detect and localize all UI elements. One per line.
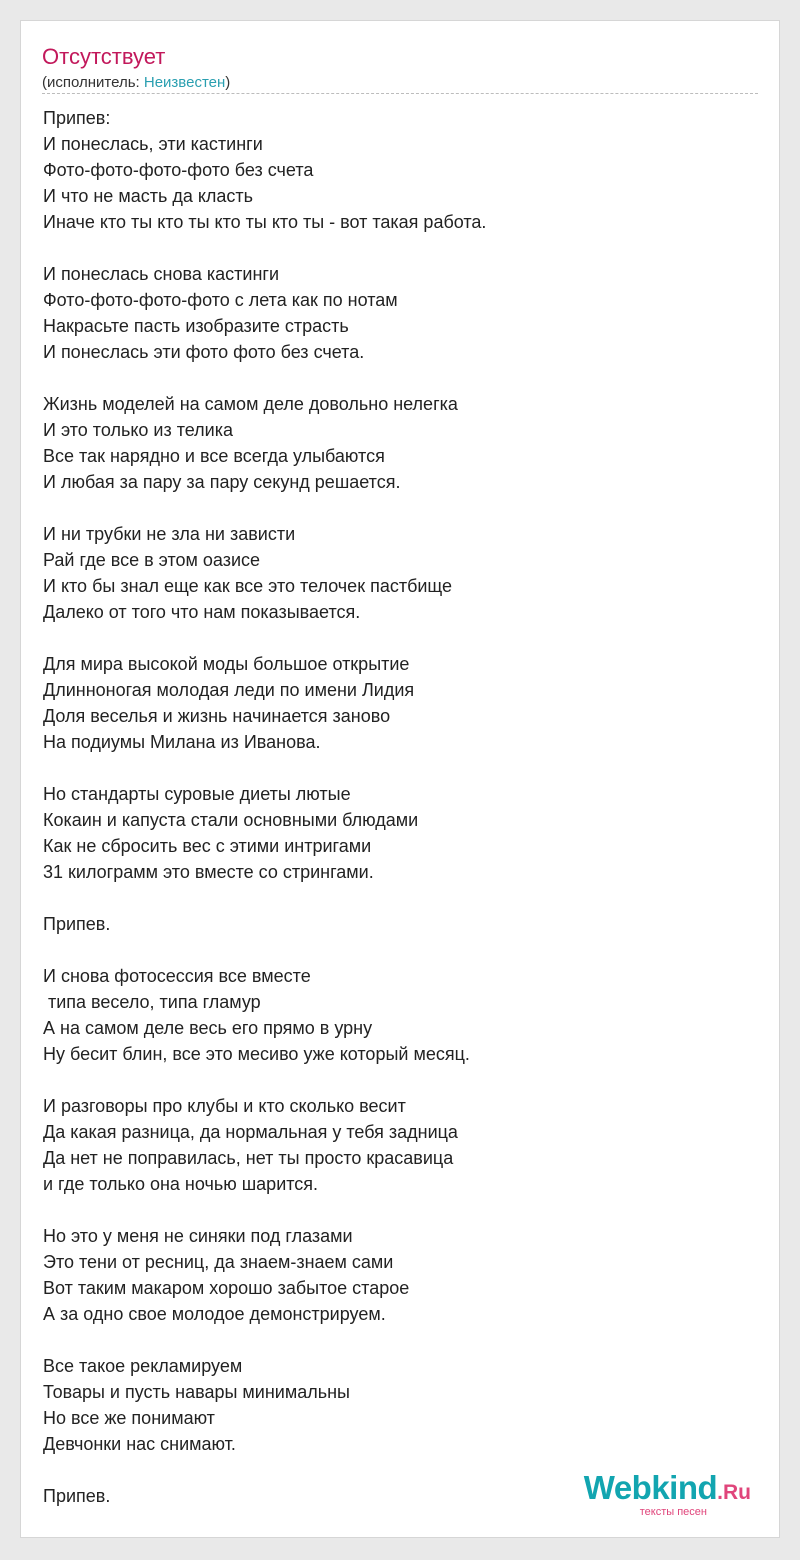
webkind-logo: [551, 1471, 751, 1517]
lyric-line: Но это у меня не синяки под глазами: [43, 1226, 353, 1246]
lyric-line: И любая за пару за пару секунд решается.: [43, 472, 401, 492]
lyric-line: Ну бесит блин, все это месиво уже который месяц.: [43, 1044, 470, 1064]
lyric-line: Доля веселья и жизнь начинается заново: [43, 706, 391, 726]
lyrics-card: [20, 20, 780, 1538]
lyric-line: Припев.: [43, 914, 111, 934]
lyric-line: Фото-фото-фото-фото без счета: [43, 160, 314, 180]
logo-brand: Webkind: [583, 1469, 718, 1506]
lyric-line: Иначе кто ты кто ты кто ты кто ты - вот такая работа.: [43, 212, 487, 232]
logo-wordmark: [551, 1471, 751, 1510]
lyric-line: и где только она ночью шарится.: [43, 1174, 319, 1194]
artist-prefix: (исполнитель:: [42, 74, 144, 91]
logo-tagline: тексты песен: [639, 1506, 707, 1518]
lyric-line: И ни трубки не зла ни зависти: [43, 524, 296, 544]
lyric-line: Накрасьте пасть изобразите страсть: [43, 316, 349, 336]
stanza-break: [43, 235, 743, 261]
lyric-line: А на самом деле весь его прямо в урну: [43, 1018, 373, 1038]
stanza-break: [43, 1327, 743, 1353]
lyric-line: Рай где все в этом оазисе: [43, 550, 261, 570]
title-divider: [42, 93, 758, 94]
lyric-line: Но все же понимают: [43, 1408, 215, 1428]
stanza-break: [43, 885, 743, 911]
artist-link[interactable]: Неизвестен: [143, 74, 226, 91]
lyric-line: 31 килограмм это вместе со стрингами.: [43, 862, 374, 882]
song-title: Отсутствует: [42, 44, 166, 69]
artist-suffix: ): [225, 74, 231, 91]
stanza-break: [43, 495, 743, 521]
lyric-line: Все такое рекламируем: [43, 1356, 243, 1376]
lyric-line: И снова фотосессия все вместе: [43, 966, 311, 986]
logo-tld: .Ru: [717, 1481, 751, 1504]
lyric-line: А за одно свое молодое демонстрируем.: [43, 1304, 386, 1324]
lyric-line: Девчонки нас снимают.: [43, 1434, 236, 1454]
stanza-break: [43, 365, 743, 391]
lyric-line: Для мира высокой моды большое открытие: [43, 654, 410, 674]
lyric-line: И это только из телика: [43, 420, 234, 440]
lyric-line: Длинноногая молодая леди по имени Лидия: [43, 680, 415, 700]
lyric-line: Припев.: [43, 1486, 111, 1506]
stanza-break: [43, 1197, 743, 1223]
lyric-line: На подиумы Милана из Иванова.: [43, 732, 321, 752]
lyric-line: Это тени от ресниц, да знаем-знаем сами: [43, 1252, 394, 1272]
stanza-break: [43, 937, 743, 963]
lyric-line: Да нет не поправилась, нет ты просто красавица: [43, 1148, 454, 1168]
lyric-line: Вот таким макаром хорошо забытое старое: [43, 1278, 410, 1298]
lyric-line: И понеслась снова кастинги: [43, 264, 280, 284]
lyric-line: И понеслась эти фото фото без счета.: [43, 342, 365, 362]
lyric-line: Товары и пусть навары минимальны: [43, 1382, 350, 1402]
stanza-break: [43, 1067, 743, 1093]
artist-line: [42, 73, 230, 93]
lyrics-text: [43, 105, 743, 1509]
stanza-break: [43, 625, 743, 651]
lyric-line: Все так нарядно и все всегда улыбаются: [43, 446, 385, 466]
lyric-line: Жизнь моделей на самом деле довольно нелегка: [43, 394, 458, 414]
lyric-line: И понеслась, эти кастинги: [43, 134, 263, 154]
lyric-line: Фото-фото-фото-фото с лета как по нотам: [43, 290, 398, 310]
stanza-break: [43, 755, 743, 781]
lyric-line: Как не сбросить вес с этими интригами: [43, 836, 372, 856]
lyric-line: И разговоры про клубы и кто сколько весит: [43, 1096, 406, 1116]
lyric-line: Далеко от того что нам показывается.: [43, 602, 361, 622]
lyric-line: Да какая разница, да нормальная у тебя задница: [43, 1122, 458, 1142]
lyric-line: Припев:: [43, 108, 111, 128]
lyric-line: Но стандарты суровые диеты лютые: [43, 784, 351, 804]
lyric-line: И кто бы знал еще как все это телочек пастбище: [43, 576, 453, 596]
lyric-line: типа весело, типа гламур: [43, 992, 261, 1012]
lyric-line: Кокаин и капуста стали основными блюдами: [43, 810, 419, 830]
lyric-line: И что не масть да класть: [43, 186, 254, 206]
